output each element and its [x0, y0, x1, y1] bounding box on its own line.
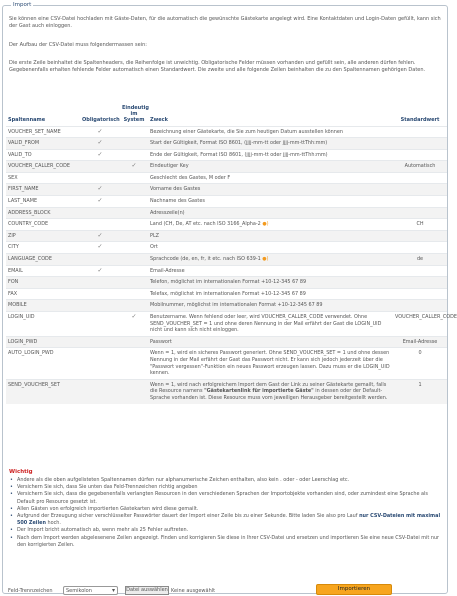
note-item: • Andere als die oben aufgelisteten Spaltennamen dürfen nur alphanumerische Zeichen enthalten, also kein . oder - oder Leerschlag etc.	[9, 477, 445, 484]
column-name-cell: ZIP	[8, 232, 16, 239]
mandatory-check	[80, 336, 120, 348]
default-value-cell: VOUCHER_CALLER_CODE	[395, 314, 457, 320]
mandatory-check: ✓	[97, 243, 103, 251]
mandatory-check: ✓	[97, 266, 103, 274]
table-row	[6, 379, 447, 403]
unique-check	[120, 379, 148, 403]
default-value-cell: 1	[418, 381, 422, 388]
separator-value: Semikolon	[66, 588, 92, 594]
unique-check	[120, 348, 148, 379]
note-item: • Versichern Sie sich, dass Sie unten das Feld-Trennzeichen richtig angeben	[9, 484, 445, 491]
important-notes	[9, 469, 445, 549]
column-name-cell: FON	[8, 279, 19, 286]
note-item: • Der Import bricht automatisch ab, wenn mehr als 25 Fehler auftreten.	[9, 527, 445, 534]
column-name-cell: FIRST_NAME	[8, 186, 39, 193]
purpose-cell: Passwort	[150, 338, 172, 345]
chevron-down-icon: ▾	[111, 587, 115, 594]
purpose-cell: Mobilnummer, möglichst im internationalen Format +10-12-345 67 89	[150, 302, 323, 309]
default-value-cell	[393, 288, 447, 300]
purpose-cell: Vorname des Gastes	[150, 186, 201, 193]
table-row	[6, 149, 447, 161]
mandatory-check: ✓	[97, 185, 103, 193]
column-name-cell: VOUCHER_SET_NAME	[8, 128, 61, 135]
import-form	[8, 586, 444, 596]
default-value-cell: de	[416, 256, 424, 263]
default-value-cell	[393, 207, 447, 219]
mandatory-check	[80, 161, 120, 173]
column-name-cell: LOGIN_UID	[8, 314, 35, 320]
column-spec-table	[6, 96, 457, 404]
column-name-cell: SEND_VOUCHER_SET	[8, 381, 60, 388]
unique-check	[120, 230, 148, 242]
import-fieldset	[2, 2, 457, 594]
unique-check	[120, 207, 148, 219]
warning-icon: ●)	[260, 256, 269, 263]
default-value-cell: 0	[418, 350, 422, 357]
table-row	[6, 126, 447, 138]
note-item: • Allen Gästen von erfolgreich importierten Gästekarten wird diese gemailt.	[9, 506, 445, 513]
table-row	[6, 348, 447, 379]
intro-paragraph: Die erste Zeile beinhaltet die Spaltenheaders, die Reihenfolge ist unwichtig. Obligatorische Felder müssen vorhanden und gefüllt sein, alle anderen dürfen fehlen. Gegebenenfalls erhalten fehlende Felder automatisch einen Standardwert. Die zweite und alle folgende Zeilen beinhalten die zu den Spaltennamen gehörigen Daten.	[9, 60, 426, 74]
notes-list	[9, 477, 445, 549]
notes-title: Wichtig	[9, 469, 33, 475]
default-value-cell	[393, 138, 447, 150]
column-name-cell: AUTO_LOGIN_PWD	[8, 350, 54, 357]
purpose-cell: Nachname des Gastes	[150, 198, 205, 205]
unique-check	[120, 288, 148, 300]
intro-paragraph: Sie können eine CSV-Datei hochladen mit Gäste-Daten, für die automatisch die gewünschte Gästekarte angelegt wird. Eine Kontaktdaten und Login-Daten gefüllt, kann sich der Gast auch einloggen.	[9, 16, 441, 30]
column-name-cell: VOUCHER_CALLER_CODE	[8, 163, 70, 170]
table-row	[6, 196, 447, 208]
column-header: Obligatorisch	[82, 116, 120, 123]
file-status: Keine ausgewählt	[171, 588, 216, 594]
table-row	[6, 265, 447, 277]
default-value-cell	[393, 230, 447, 242]
separator-label: Feld-Trennzeichen	[8, 588, 53, 594]
unique-check: ✓	[131, 162, 137, 170]
mandatory-check	[80, 288, 120, 300]
separator-select[interactable]	[63, 586, 118, 595]
warning-icon: ●)	[260, 221, 269, 228]
default-value-cell: Automatisch	[404, 163, 436, 170]
purpose-cell: PLZ	[150, 232, 160, 239]
unique-check	[120, 196, 148, 208]
purpose-cell: Adresszeile(n)	[150, 209, 185, 216]
column-name-cell: ADDRESS_BLOCK	[8, 209, 51, 216]
column-name-cell: MOBILE	[8, 302, 27, 309]
table-row	[6, 254, 447, 266]
purpose-cell: Ende der Gültigkeit, Format ISO 8601, (jjjj-mm-tt oder jjjj-mm-ttThh:mm)	[150, 151, 328, 158]
unique-check	[120, 149, 148, 161]
mandatory-check	[80, 379, 120, 403]
mandatory-check: ✓	[97, 127, 103, 135]
unique-check: ✓	[131, 313, 137, 320]
purpose-cell: Bezeichnung einer Gästekarte, die Sie zum heutigen Datum ausstellen können	[150, 128, 343, 135]
unique-check	[120, 242, 148, 254]
column-header: Spaltenname	[8, 116, 46, 123]
purpose-cell: Geschlecht des Gastes, M oder F	[150, 174, 231, 181]
unique-check	[120, 126, 148, 138]
column-name-cell: VALID_FROM	[8, 140, 40, 147]
default-value-cell	[393, 196, 447, 208]
column-header: Eindeutig im System	[122, 104, 149, 123]
mandatory-check	[80, 348, 120, 379]
table-row	[6, 312, 447, 337]
table-row	[6, 300, 447, 312]
table-row	[6, 138, 447, 150]
table-row	[6, 184, 447, 196]
mandatory-check	[80, 172, 120, 184]
mandatory-check: ✓	[97, 150, 103, 158]
import-button[interactable]: Importieren	[316, 584, 392, 595]
table-row	[6, 242, 447, 254]
table-row	[6, 230, 447, 242]
column-name-cell: LOGIN_PWD	[8, 338, 38, 345]
table-row	[6, 288, 447, 300]
table-row	[6, 161, 447, 173]
column-name-cell: COUNTRY_CODE	[8, 221, 49, 228]
default-value-cell	[393, 300, 447, 312]
column-name-cell: FAX	[8, 290, 18, 297]
purpose-cell: Land (CH, De, AT etc. nach ISO 3166_Alpha-2 ●)	[150, 221, 269, 228]
column-name-cell: SEX	[8, 174, 18, 181]
unique-check	[120, 219, 148, 231]
table-row	[6, 219, 447, 231]
mandatory-check	[80, 277, 120, 289]
unique-check	[120, 265, 148, 277]
mandatory-check	[80, 300, 120, 312]
mandatory-check	[80, 219, 120, 231]
mandatory-check: ✓	[97, 231, 103, 239]
note-item: • Aufgrund der Erzeugung sicher verschlüsselter Passwörter dauert der Import einer Zeile bis zu einer Sekunde. Bitte laden Sie also pro Lauf nur CSV-Dateien mit maximal 500 Zeilen hoch.	[9, 513, 445, 527]
unique-check	[120, 184, 148, 196]
note-item: • Nach dem Import werden abgelesenene Zeilen angezeigt. Finden und korrigieren Sie diese in Ihrer CSV-Datei und ersetzen und importieren Sie eine neue CSV-Datei mit nur den korrigierten Zeilen.	[9, 535, 445, 549]
column-header: Standardwert	[400, 116, 440, 123]
purpose-cell: Telefax, möglichst im internationalen Format +10-12-345 67 89	[150, 290, 306, 297]
table-row	[6, 277, 447, 289]
purpose-cell: Wenn = 1, wird nach erfolgreichem Import dem Gast der Link zu seiner Gästekarte gemailt, falls die Resource namens "Gästekartenlink für importierte Gäste" in dessen oder der Default-Sprache vorhanden ist. Diese Resource muss vom jeweiligen Herausgeber bereitgestellt werden.	[150, 381, 388, 401]
purpose-cell: Ort	[150, 244, 158, 251]
purpose-cell: Telefon, möglichst im internationalen Format +10-12-345 67 89	[150, 279, 307, 286]
default-value-cell: CH	[416, 221, 424, 228]
default-value-cell: Email-Adresse	[402, 338, 438, 345]
purpose-cell: Benutzername. Wenn fehlend oder leer, wird VOUCHER_CALLER_CODE verwendet. Ohne SEND_VOUCHER_SET = 1 und ohne deren Nennung in der Mail erfährt der Gast die LOGIN_UID nicht und kann sich nicht einloggen.	[150, 314, 382, 334]
column-name-cell: LANGUAGE_CODE	[8, 256, 52, 263]
default-value-cell	[393, 172, 447, 184]
default-value-cell	[393, 149, 447, 161]
purpose-cell: Sprachcode (de, en, fr, it etc. nach ISO 639-1 ●)	[150, 256, 269, 263]
column-name-cell: CITY	[8, 244, 19, 251]
purpose-cell: Email-Adresse	[150, 267, 185, 274]
fieldset-legend: Import	[13, 2, 32, 8]
unique-check	[120, 254, 148, 266]
table-row	[6, 207, 447, 219]
unique-check	[120, 138, 148, 150]
column-name-cell: VALID_TO	[8, 151, 32, 158]
purpose-cell: Start der Gültigkeit, Format ISO 8601, (jjjj-mm-tt oder jjjj-mm-ttThh:mm)	[150, 140, 328, 147]
column-name-cell: EMAIL	[8, 267, 23, 274]
mandatory-check	[80, 207, 120, 219]
column-header: Zweck	[150, 116, 168, 123]
table-row	[6, 172, 447, 184]
purpose-cell: Eindeutiger Key	[150, 163, 189, 170]
note-item: • Versichern Sie sich, dass die gegebenenfalls verlangten Resourcen in den verschiedenen Sprachen der Importobjekte vorhanden sind, oder zumindest eine Sprache als Default pro Resource gesetzt ist.	[9, 491, 445, 505]
intro-paragraph: Der Aufbau der CSV-Datei muss folgendermassen sein:	[9, 42, 147, 48]
unique-check	[120, 300, 148, 312]
default-value-cell	[393, 126, 447, 138]
mandatory-check: ✓	[97, 139, 103, 147]
unique-check	[120, 172, 148, 184]
mandatory-check	[80, 312, 120, 337]
unique-check	[120, 277, 148, 289]
default-value-cell	[393, 242, 447, 254]
default-value-cell	[393, 184, 447, 196]
default-value-cell	[393, 277, 447, 289]
table-row	[6, 336, 447, 348]
unique-check	[120, 336, 148, 348]
mandatory-check: ✓	[97, 197, 103, 205]
column-name-cell: LAST_NAME	[8, 198, 38, 205]
choose-file-button[interactable]: Datei auswählen	[126, 587, 168, 593]
mandatory-check	[80, 254, 120, 266]
purpose-cell: Wenn = 1, wird ein sicheres Passwort generiert. Ohne SEND_VOUCHER_SET = 1 und ohne dessen Nennung in der Mail erfährt der Gast das Passwort nicht. Er kann sich jedoch jederzeit über die "Passwort vergessen"-Funktion ein neues Passwort erzeugen lassen. Dazu muss er die LOGIN_UID kennen.	[150, 350, 390, 377]
default-value-cell	[393, 265, 447, 277]
